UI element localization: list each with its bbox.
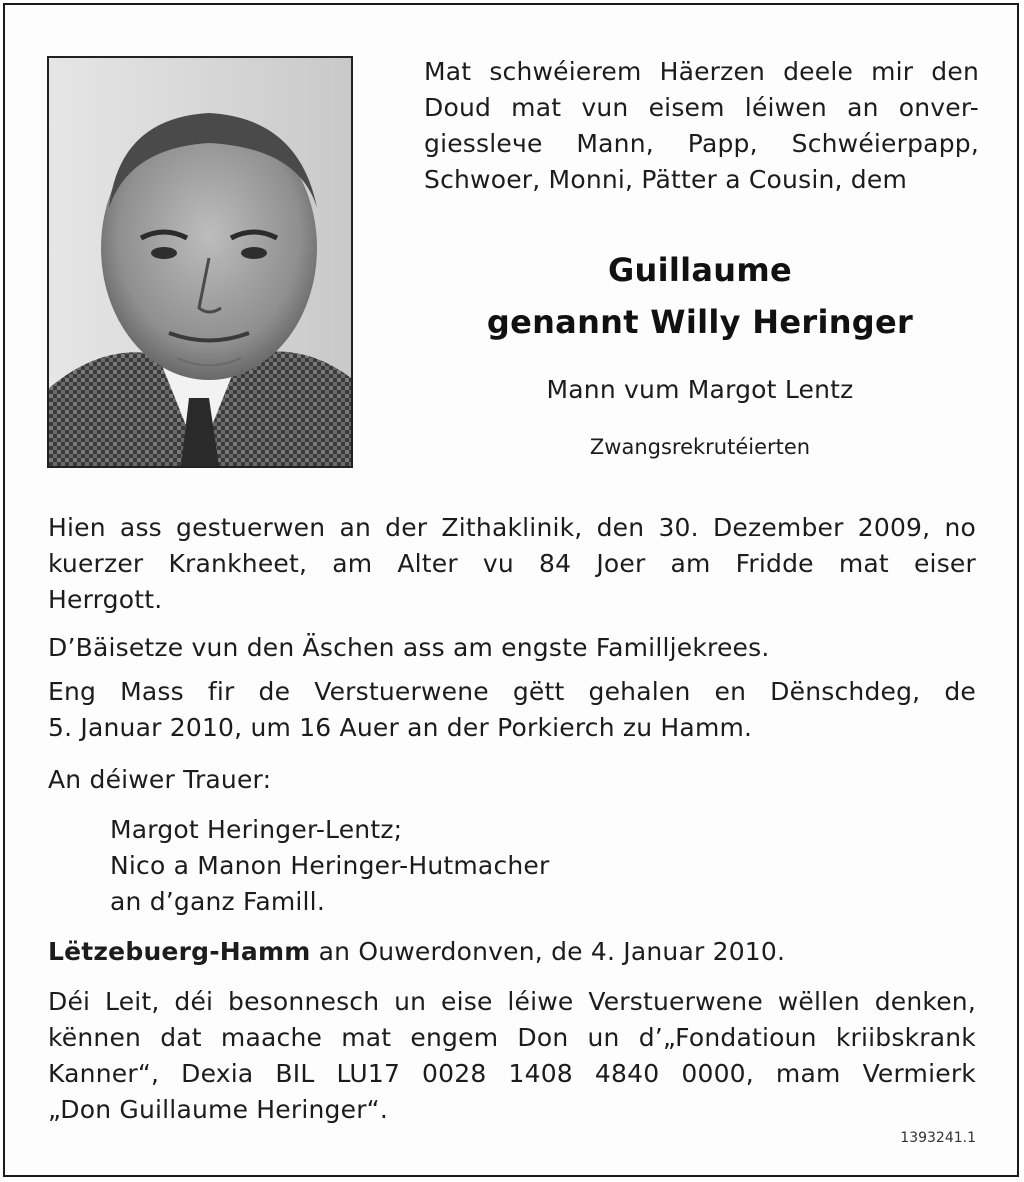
- donation-line-4: „Don Guillaume Heringer“.: [48, 1095, 388, 1124]
- mourner-2: Nico a Manon Heringer-Hutmacher: [110, 851, 550, 880]
- death-line-1: Hien ass gestuerwen an der Zithaklinik, den 30. Dezember 2009, no: [48, 513, 976, 542]
- death-paragraph: [48, 510, 976, 618]
- mourner-1: Margot Heringer-Lentz;: [110, 815, 403, 844]
- donation-line-3: Kanner“, Dexia BIL LU17 0028 1408 4840 0000, mam Vermierk: [48, 1059, 976, 1088]
- role-line: Zwangsrekrutéierten: [589, 435, 811, 459]
- intro-line-1: Mat schwéierem Häerzen deele mir den: [424, 57, 979, 86]
- name-first: Guillaume: [607, 251, 793, 289]
- burial-paragraph: [48, 630, 976, 666]
- death-line-2: kuerzer Krankheet, am Alter vu 84 Joer am Fridde mat eiser: [48, 549, 976, 578]
- mass-paragraph: [48, 674, 976, 746]
- portrait-drawing: [49, 58, 351, 466]
- mourner-3: an d’ganz Famill.: [110, 887, 325, 916]
- deceased-name: [400, 244, 1000, 348]
- place: Lëtzebuerg-Hamm: [48, 937, 311, 966]
- mass-line-2: 5. Januar 2010, um 16 Auer an der Porkierch zu Hamm.: [48, 713, 753, 742]
- donation-line-1: Déi Leit, déi besonnesch un eise léiwe Verstuerwene wëllen denken,: [48, 987, 976, 1016]
- intro-line-3: giesslече Mann, Papp, Schwéierpapp,: [424, 129, 979, 158]
- mass-line-1: Eng Mass fir de Verstuerwene gëtt gehalen en Dënschdeg, de: [48, 677, 976, 706]
- intro-line-4: Schwoer, Monni, Pätter a Cousin, dem: [424, 165, 908, 194]
- mourning-intro: [48, 762, 976, 798]
- intro-paragraph: [424, 54, 979, 198]
- spouse-line: Mann vum Margot Lentz: [546, 375, 854, 404]
- reference-number: 1393241.1: [900, 1130, 976, 1146]
- mourner-list: [110, 812, 550, 920]
- place-date-line: [48, 934, 976, 970]
- donation-line-2: kënnen dat maache mat engem Don un d’„Fondatioun kriibskrank: [48, 1023, 976, 1052]
- date: an Ouwerdonven, de 4. Januar 2010.: [310, 937, 786, 966]
- portrait-photo: [47, 56, 353, 468]
- mourning-intro-line: An déiwer Trauer:: [48, 765, 272, 794]
- intro-line-2: Doud mat vun eisem léiwen an onver-: [424, 93, 979, 122]
- name-full: genannt Willy Heringer: [486, 303, 914, 341]
- burial-line: D’Bäisetze vun den Äschen ass am engste Familljekrees.: [48, 633, 770, 662]
- death-line-3: Herrgott.: [48, 585, 163, 614]
- donation-paragraph: [48, 984, 976, 1128]
